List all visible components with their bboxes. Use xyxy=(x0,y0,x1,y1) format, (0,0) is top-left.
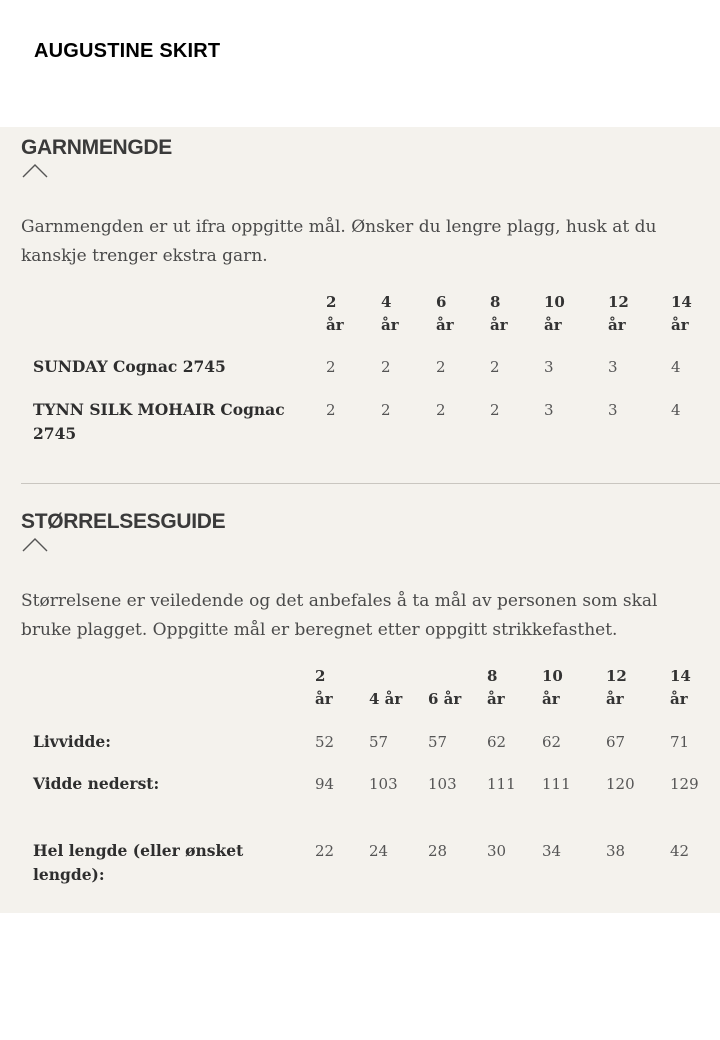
column-header-unit: år xyxy=(436,316,454,334)
table-cell: 34 xyxy=(542,842,562,860)
table-cell: 2 xyxy=(436,358,446,376)
column-header-number: 10 xyxy=(544,293,565,311)
row-label: Livvidde: xyxy=(33,732,111,751)
column-header xyxy=(544,291,565,337)
column-header-unit: år xyxy=(606,690,624,708)
column-header-number xyxy=(369,665,402,688)
table-cell: 129 xyxy=(670,775,699,793)
column-header-number: 8 xyxy=(487,667,498,685)
yarn-section-title[interactable]: GARNMENGDE xyxy=(21,136,173,159)
table-cell: 94 xyxy=(315,775,335,793)
table-cell: 24 xyxy=(369,842,389,860)
column-header-unit: år xyxy=(542,690,560,708)
table-cell: 71 xyxy=(670,733,690,751)
table-cell: 3 xyxy=(544,358,554,376)
row-label: Vidde nederst: xyxy=(33,774,160,793)
table-cell: 2 xyxy=(490,401,500,419)
table-cell: 38 xyxy=(606,842,626,860)
row-label: TYNN SILK MOHAIR Cognac 2745 xyxy=(33,400,285,443)
table-cell: 22 xyxy=(315,842,335,860)
table-cell: 4 xyxy=(671,358,681,376)
table-cell: 103 xyxy=(428,775,457,793)
table-cell: 30 xyxy=(487,842,507,860)
column-header xyxy=(315,665,333,711)
column-header-unit: 6 år xyxy=(428,690,462,708)
table-cell: 2 xyxy=(490,358,500,376)
column-header-number: 6 xyxy=(436,293,447,311)
size-intro-text: Størrelsene er veiledende og det anbefales å ta mål av personen som skal bruke plagget. Oppgitte mål er beregnet etter oppgitt strikkefasthet. xyxy=(21,591,658,640)
product-info-panel xyxy=(0,127,720,913)
table-cell: 111 xyxy=(487,775,516,793)
table-cell: 4 xyxy=(671,401,681,419)
column-header-unit: år xyxy=(487,690,505,708)
column-header-unit: år xyxy=(670,690,688,708)
column-header xyxy=(436,291,454,337)
column-header xyxy=(671,291,692,337)
table-cell: 42 xyxy=(670,842,690,860)
row-label: SUNDAY Cognac 2745 xyxy=(33,357,226,376)
column-header xyxy=(670,665,691,711)
table-cell: 111 xyxy=(542,775,571,793)
table-cell: 62 xyxy=(542,733,562,751)
table-cell: 62 xyxy=(487,733,507,751)
chevron-up-icon[interactable] xyxy=(22,164,48,178)
chevron-up-icon[interactable] xyxy=(22,538,48,552)
table-cell: 57 xyxy=(428,733,448,751)
table-cell: 3 xyxy=(544,401,554,419)
column-header xyxy=(369,665,402,711)
column-header-unit: år xyxy=(315,690,333,708)
table-cell: 3 xyxy=(608,358,618,376)
column-header-unit: 4 år xyxy=(369,690,403,708)
column-header xyxy=(542,665,563,711)
table-cell: 2 xyxy=(381,401,391,419)
table-cell: 52 xyxy=(315,733,335,751)
column-header xyxy=(381,291,399,337)
table-cell: 3 xyxy=(608,401,618,419)
table-cell: 120 xyxy=(606,775,635,793)
column-header-number: 12 xyxy=(608,293,629,311)
section-divider xyxy=(21,483,720,484)
table-cell: 28 xyxy=(428,842,448,860)
row-label: Hel lengde (eller ønsket lengde): xyxy=(33,841,244,884)
yarn-intro-text: Garnmengden er ut ifra oppgitte mål. Ønsker du lengre plagg, husk at du kanskje trenger ekstra garn. xyxy=(21,217,657,266)
column-header-number: 4 xyxy=(381,293,392,311)
column-header-unit: år xyxy=(608,316,626,334)
column-header-number: 2 xyxy=(326,293,337,311)
column-header-number: 12 xyxy=(606,667,627,685)
column-header-number: 2 xyxy=(315,667,326,685)
table-cell: 103 xyxy=(369,775,398,793)
table-cell: 2 xyxy=(381,358,391,376)
column-header-unit: år xyxy=(381,316,399,334)
column-header xyxy=(487,665,505,711)
table-cell: 67 xyxy=(606,733,626,751)
table-cell: 2 xyxy=(436,401,446,419)
column-header-unit: år xyxy=(326,316,344,334)
column-header-number xyxy=(428,665,461,688)
column-header-number: 8 xyxy=(490,293,501,311)
document-title: AUGUSTINE SKIRT xyxy=(34,40,221,62)
column-header xyxy=(606,665,627,711)
size-section-title[interactable]: STØRRELSESGUIDE xyxy=(21,510,226,533)
column-header-unit: år xyxy=(671,316,689,334)
column-header-unit: år xyxy=(490,316,508,334)
table-cell: 57 xyxy=(369,733,389,751)
column-header xyxy=(326,291,344,337)
table-cell: 2 xyxy=(326,401,336,419)
column-header xyxy=(428,665,461,711)
column-header-number: 10 xyxy=(542,667,563,685)
column-header-unit: år xyxy=(544,316,562,334)
column-header-number: 14 xyxy=(670,667,691,685)
table-cell: 2 xyxy=(326,358,336,376)
column-header xyxy=(608,291,629,337)
column-header-number: 14 xyxy=(671,293,692,311)
column-header xyxy=(490,291,508,337)
